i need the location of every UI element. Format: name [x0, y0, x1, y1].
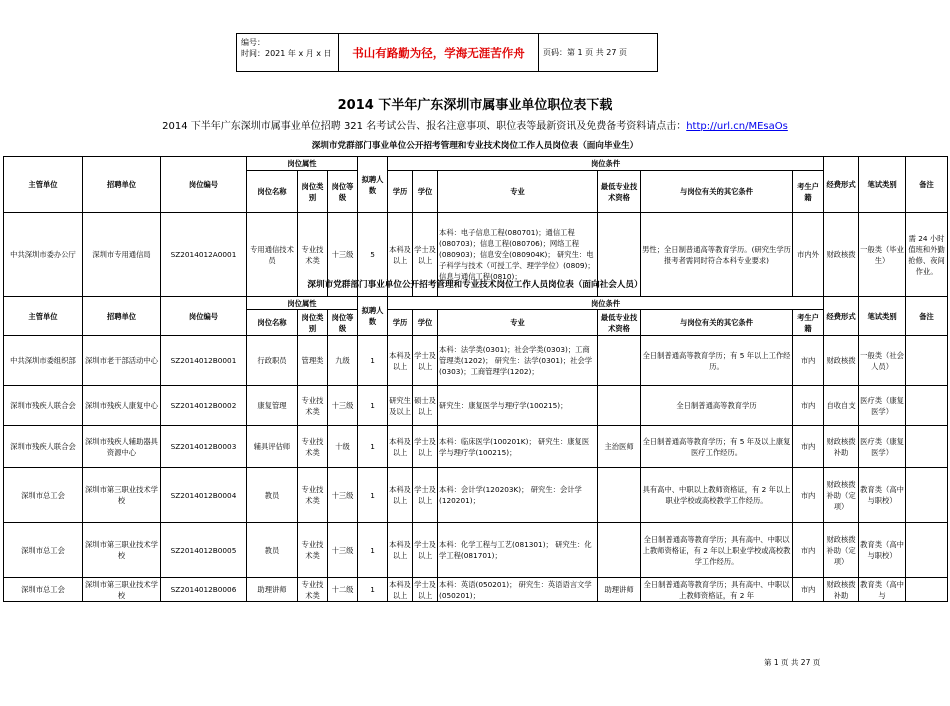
page-header-box — [236, 33, 658, 72]
subtitle-text: 2014 下半年广东深圳市属事业单位招聘 321 名考试公告、报名注意事项、职位表等最新资讯及免费备考资料请点击： — [162, 121, 687, 132]
cell-fund: 财政核拨 — [824, 336, 859, 386]
cell-other: 具有高中、中职以上教师资格证，有 2 年以上职业学校或高校教学工作经历。 — [641, 468, 793, 523]
cell-major: 本科：电子信息工程(080701)；通信工程(080703)；信息工程(080706)；网络工程(080903)；信息安全(080904K)； 研究生：电子科学与技术（可授工学、理学学位）(0809)；信息与通信工程(0810)； — [438, 213, 598, 297]
cell-ptype: 专业技术类 — [298, 578, 328, 602]
cell-dept: 深圳市总工会 — [4, 523, 83, 578]
header-qual: 最低专业技术资格 — [598, 310, 641, 336]
cell-fund: 财政核拨 — [824, 213, 859, 297]
header-other: 与岗位有关的其它条件 — [641, 310, 793, 336]
page-footer: 第 1 页 共 27 页 — [764, 658, 821, 667]
header-position-attributes: 岗位属性 — [247, 157, 358, 171]
header-note: 备注 — [906, 297, 948, 336]
cell-dept: 深圳市总工会 — [4, 468, 83, 523]
table-row — [4, 523, 948, 578]
cell-degree: 学士及以上 — [413, 426, 438, 468]
cell-count: 1 — [358, 336, 388, 386]
header-unit: 招聘单位 — [83, 297, 161, 336]
header-meta — [237, 34, 339, 71]
cell-pname: 助理讲师 — [247, 578, 298, 602]
cell-major: 本科：会计学(120203K)； 研究生：会计学(120201)； — [438, 468, 598, 523]
cell-huji: 市内 — [793, 386, 824, 426]
cell-unit: 深圳市第三职业技术学校 — [83, 523, 161, 578]
cell-major: 本科：化学工程与工艺(081301)； 研究生：化学工程(081701)； — [438, 523, 598, 578]
cell-qual — [598, 523, 641, 578]
cell-qual: 助理讲师 — [598, 578, 641, 602]
header-unit: 招聘单位 — [83, 157, 161, 213]
cell-note — [906, 578, 948, 602]
cell-fund: 财政核拨补助 — [824, 426, 859, 468]
table2-caption: 深圳市党群部门事业单位公开招考管理和专业技术岗位工作人员岗位表（面向社会人员） — [307, 280, 643, 290]
cell-fund: 自收自支 — [824, 386, 859, 426]
cell-edu: 本科及以上 — [388, 523, 413, 578]
header-page-label: 页码：第 1 页 共 27 页 — [543, 48, 627, 57]
header-count: 拟聘人数 — [358, 157, 388, 213]
header-ptype: 岗位类别 — [298, 171, 328, 213]
cell-other: 全日制普通高等教育学历；有 5 年及以上康复医疗工作经历。 — [641, 426, 793, 468]
cell-count: 1 — [358, 523, 388, 578]
table1-caption: 深圳市党群部门事业单位公开招考管理和专业技术岗位工作人员岗位表（面向毕业生） — [311, 141, 639, 151]
cell-count: 1 — [358, 386, 388, 426]
cell-other: 全日制普通高等教育学历 — [641, 386, 793, 426]
cell-ptype: 专业技术类 — [298, 468, 328, 523]
cell-code: SZ2014012B0006 — [161, 578, 247, 602]
cell-code: SZ2014012A0001 — [161, 213, 247, 297]
cell-dept: 深圳市总工会 — [4, 578, 83, 602]
cell-edu: 本科及以上 — [388, 336, 413, 386]
cell-note: 需 24 小时值班和外勤抢修、夜间作业。 — [906, 213, 948, 297]
cell-unit: 深圳市第三职业技术学校 — [83, 468, 161, 523]
header-major: 专业 — [438, 171, 598, 213]
cell-code: SZ2014012B0002 — [161, 386, 247, 426]
header-count: 拟聘人数 — [358, 297, 388, 336]
cell-exam: 一般类（毕业生） — [859, 213, 906, 297]
cell-exam: 教育类（高中与职校） — [859, 523, 906, 578]
cell-qual — [598, 336, 641, 386]
header-edu: 学历 — [388, 171, 413, 213]
cell-plevel: 十三级 — [328, 386, 358, 426]
cell-plevel: 九级 — [328, 336, 358, 386]
cell-ptype: 专业技术类 — [298, 213, 328, 297]
cell-ptype: 专业技术类 — [298, 426, 328, 468]
cell-plevel: 十三级 — [328, 213, 358, 297]
cell-huji: 市内 — [793, 468, 824, 523]
header-degree: 学位 — [413, 171, 438, 213]
cell-other: 男性；全日制普通高等教育学历。(研究生学历报考者需同时符合本科专业要求) — [641, 213, 793, 297]
header-fund: 经费形式 — [824, 157, 859, 213]
cell-exam: 教育类（高中与职校） — [859, 468, 906, 523]
cell-edu: 本科及以上 — [388, 213, 413, 297]
cell-qual: 主治医师 — [598, 426, 641, 468]
cell-count: 1 — [358, 426, 388, 468]
cell-unit: 深圳市老干部活动中心 — [83, 336, 161, 386]
cell-note — [906, 386, 948, 426]
header-plevel: 岗位等级 — [328, 310, 358, 336]
cell-other: 全日制普通高等教育学历；具有高中、中职以上教师资格证，有 2 年以上职业学校或高校教学工作经历。 — [641, 523, 793, 578]
cell-exam: 教育类（高中与 — [860, 579, 904, 600]
cell-plevel: 十三级 — [328, 523, 358, 578]
cell-unit: 深圳市残疾人辅助器具资源中心 — [83, 426, 161, 468]
cell-exam: 一般类（社会人员） — [859, 336, 906, 386]
header-slogan: 书山有路勤为径，学海无涯苦作舟 — [339, 34, 539, 71]
number-label: 编号： — [241, 38, 265, 47]
cell-ptype: 专业技术类 — [298, 386, 328, 426]
table-row — [4, 468, 948, 523]
cell-code: SZ2014012B0004 — [161, 468, 247, 523]
cell-major: 研究生：康复医学与理疗学(100215)； — [438, 386, 598, 426]
cell-degree: 学士及以上 — [413, 336, 438, 386]
cell-dept: 深圳市残疾人联合会 — [4, 386, 83, 426]
cell-fund: 财政核拨补助（定项） — [824, 468, 859, 523]
cell-pname: 辅具评估师 — [247, 426, 298, 468]
cell-note — [906, 336, 948, 386]
header-pname: 岗位名称 — [247, 310, 298, 336]
cell-other: 全日制普通高等教育学历；有 5 年以上工作经历。 — [641, 336, 793, 386]
header-fund: 经费形式 — [824, 297, 859, 336]
header-dept: 主管单位 — [4, 297, 83, 336]
cell-plevel: 十三级 — [328, 468, 358, 523]
table-row — [4, 386, 948, 426]
header-qual: 最低专业技术资格 — [598, 171, 641, 213]
header-pname: 岗位名称 — [247, 171, 298, 213]
cell-huji: 市内 — [793, 578, 824, 602]
cell-major: 本科：临床医学(100201K)； 研究生：康复医学与理疗学(100215)； — [438, 426, 598, 468]
header-dept: 主管单位 — [4, 157, 83, 213]
cell-edu: 本科及以上 — [388, 426, 413, 468]
cell-fund: 财政核拨补助（定项） — [824, 523, 859, 578]
table-row — [4, 578, 948, 602]
cell-degree: 学士及以上 — [414, 579, 436, 600]
cell-huji: 市内外 — [793, 213, 824, 297]
cell-major: 本科：英语(050201)； 研究生：英语语言文学(050201)； — [438, 578, 598, 602]
table-row — [4, 426, 948, 468]
cell-unit: 深圳市专用通信局 — [83, 213, 161, 297]
cell-exam: 医疗类（康复医学） — [859, 426, 906, 468]
header-position-conditions: 岗位条件 — [388, 297, 824, 310]
cell-edu: 研究生及以上 — [388, 386, 413, 426]
cell-degree: 硕士及以上 — [413, 386, 438, 426]
cell-pname: 教员 — [247, 523, 298, 578]
cell-dept: 深圳市残疾人联合会 — [4, 426, 83, 468]
document-subtitle — [0, 117, 950, 132]
header-position-attributes: 岗位属性 — [247, 297, 358, 310]
cell-major: 本科：法学类(0301)；社会学类(0303)；工商管理类(1202)； 研究生：法学(0301)；社会学(0303)；工商管理学(1202)； — [438, 336, 598, 386]
header-code: 岗位编号 — [161, 157, 247, 213]
header-position-conditions: 岗位条件 — [388, 157, 824, 171]
cell-plevel: 十级 — [328, 426, 358, 468]
cell-dept: 中共深圳市委组织部 — [4, 336, 83, 386]
header-code: 岗位编号 — [161, 297, 247, 336]
cell-edu: 本科及以上 — [388, 468, 413, 523]
cell-unit: 深圳市残疾人康复中心 — [83, 386, 161, 426]
cell-ptype: 专业技术类 — [298, 523, 328, 578]
cell-exam: 医疗类（康复医学） — [859, 386, 906, 426]
cell-note — [906, 468, 948, 523]
header-major: 专业 — [438, 310, 598, 336]
cell-degree: 学士及以上 — [413, 213, 438, 297]
cell-count: 5 — [358, 213, 388, 297]
cell-count: 1 — [358, 468, 388, 523]
header-plevel: 岗位等级 — [328, 171, 358, 213]
header-ptype: 岗位类别 — [298, 310, 328, 336]
cell-dept: 中共深圳市委办公厅 — [4, 213, 83, 297]
cell-huji: 市内 — [793, 336, 824, 386]
cell-pname: 教员 — [247, 468, 298, 523]
cell-fund: 财政核拨补助 — [824, 578, 859, 602]
header-other: 与岗位有关的其它条件 — [641, 171, 793, 213]
cell-edu: 本科及以上 — [389, 579, 411, 600]
cell-ptype: 管理类 — [298, 336, 328, 386]
header-huji: 考生户籍 — [793, 310, 824, 336]
header-note: 备注 — [906, 157, 948, 213]
cell-qual — [598, 468, 641, 523]
cell-pname: 康复管理 — [247, 386, 298, 426]
cell-pname: 行政职员 — [247, 336, 298, 386]
cell-note — [906, 426, 948, 468]
header-exam: 笔试类别 — [859, 157, 906, 213]
header-degree: 学位 — [413, 310, 438, 336]
cell-count: 1 — [358, 578, 388, 602]
cell-degree: 学士及以上 — [413, 468, 438, 523]
cell-degree: 学士及以上 — [413, 523, 438, 578]
subtitle-link[interactable]: http://url.cn/MEsaOs — [686, 121, 788, 132]
header-exam: 笔试类别 — [859, 297, 906, 336]
cell-qual — [598, 386, 641, 426]
cell-plevel: 十二级 — [328, 578, 358, 602]
cell-code: SZ2014012B0005 — [161, 523, 247, 578]
cell-pname: 专用通信技术员 — [247, 213, 298, 297]
header-huji: 考生户籍 — [793, 171, 824, 213]
cell-unit: 深圳市第三职业技术学校 — [83, 578, 161, 602]
time-label: 时间：2021 年 x 月 x 日 — [241, 49, 332, 58]
cell-huji: 市内 — [793, 523, 824, 578]
table-row — [4, 336, 948, 386]
cell-other: 全日制普通高等教育学历；具有高中、中职以上教师资格证，有 2 年 — [641, 578, 793, 602]
graduate-positions-table — [3, 156, 948, 297]
header-edu: 学历 — [388, 310, 413, 336]
cell-note — [906, 523, 948, 578]
cell-code: SZ2014012B0001 — [161, 336, 247, 386]
cell-huji: 市内 — [793, 426, 824, 468]
document-title: 2014 下半年广东深圳市属事业单位职位表下载 — [337, 98, 613, 113]
cell-code: SZ2014012B0003 — [161, 426, 247, 468]
social-positions-table — [3, 296, 948, 602]
